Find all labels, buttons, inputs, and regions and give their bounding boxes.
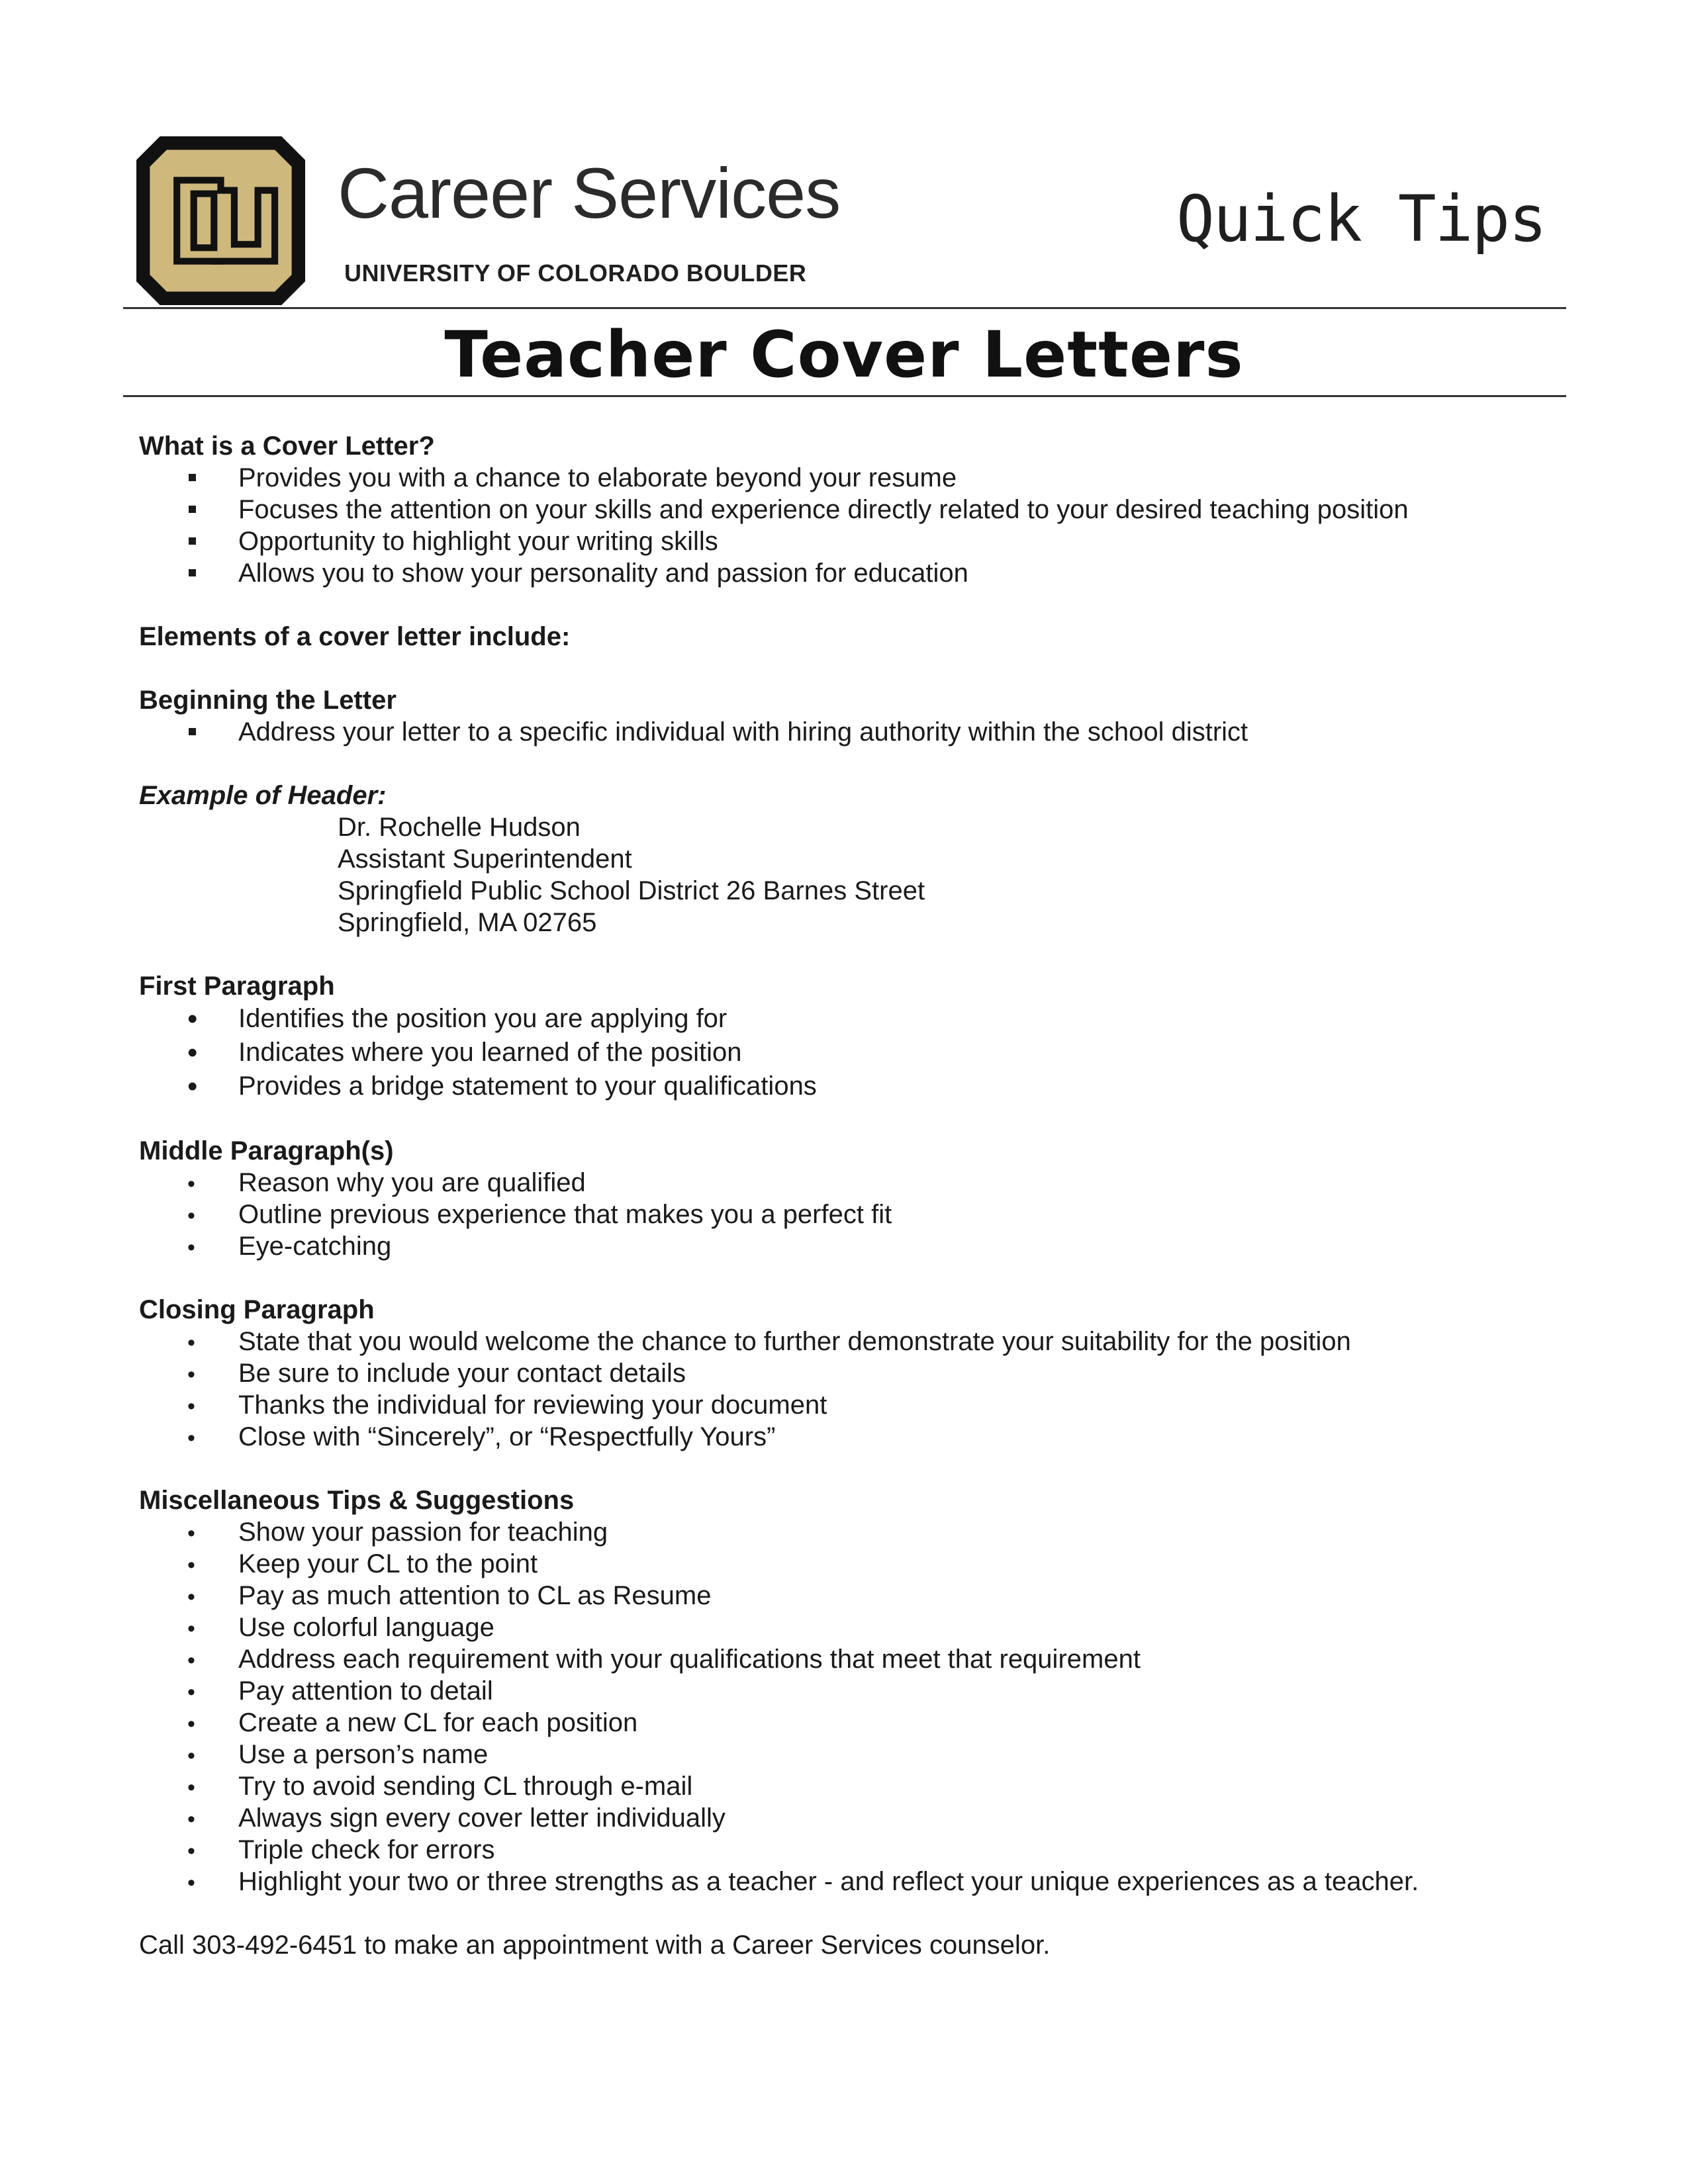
square-bullet-icon (189, 462, 215, 494)
square-bullet-icon (189, 525, 215, 557)
list-item: • Triple check for errors (139, 1834, 1562, 1866)
section-heading-middle-paragraph: Middle Paragraph(s) (139, 1136, 394, 1165)
list-item: • Highlight your two or three strengths as a teacher - and reflect your unique experiences as a teacher. (139, 1866, 1562, 1897)
address-line: Springfield, MA 02765 (338, 908, 597, 937)
address-line: Assistant Superintendent (338, 844, 632, 874)
list-item: • Use a person’s name (139, 1739, 1562, 1770)
bullet-icon (189, 1199, 215, 1232)
bullet-icon (189, 1069, 215, 1105)
bullet-icon (189, 1802, 215, 1835)
bullet-icon (189, 1675, 215, 1708)
cu-logo-icon (136, 136, 305, 305)
brand-name: Career Services (338, 153, 841, 233)
middle-paragraph-list (139, 1167, 1562, 1262)
bullet-icon (189, 1357, 215, 1390)
bullet-icon (189, 1516, 215, 1549)
document-body (139, 430, 1562, 1961)
section-heading-misc: Miscellaneous Tips & Suggestions (139, 1486, 575, 1515)
bullet-icon (189, 1866, 215, 1899)
list-item: Address your letter to a specific individual with hiring authority within the school district (139, 716, 1562, 748)
list-item: • Create a new CL for each position (139, 1707, 1562, 1739)
address-line: Springfield Public School District 26 Barnes Street (338, 876, 925, 905)
bullet-icon (189, 1612, 215, 1645)
bullet-icon (189, 1326, 215, 1359)
address-line: Dr. Rochelle Hudson (338, 813, 581, 842)
bullet-icon (189, 1580, 215, 1613)
example-address (139, 811, 1562, 938)
bullet-icon (189, 1002, 215, 1037)
list-item: • Always sign every cover letter individually (139, 1802, 1562, 1834)
list-item: • Outline previous experience that makes you a perfect fit (139, 1199, 1562, 1230)
section-heading-elements: Elements of a cover letter include: (139, 622, 571, 651)
list-item: • Address each requirement with your qualifications that meet that requirement (139, 1643, 1562, 1675)
bullet-icon (189, 1548, 215, 1581)
bullet-icon (189, 1167, 215, 1200)
square-bullet-icon (189, 716, 215, 748)
first-paragraph-list (139, 1002, 1562, 1103)
square-bullet-icon (189, 494, 215, 525)
bullet-icon (189, 1230, 215, 1263)
list-item: • Try to avoid sending CL through e-mail (139, 1770, 1562, 1802)
bullet-icon (189, 1643, 215, 1676)
footer-call-to-action: Call 303-492-6451 to make an appointment with a Career Services counselor. (139, 1931, 1051, 1960)
section-heading-what-is: What is a Cover Letter? (139, 432, 435, 461)
list-item: • Pay attention to detail (139, 1675, 1562, 1707)
list-item: • Pay as much attention to CL as Resume (139, 1580, 1562, 1612)
quick-tips-label: Quick Tips (1176, 182, 1546, 256)
list-item: Opportunity to highlight your writing skills (139, 525, 1562, 557)
list-item: Allows you to show your personality and passion for education (139, 557, 1562, 589)
misc-tips-list (139, 1516, 1562, 1897)
list-item: • Identifies the position you are applying for (139, 1002, 1562, 1036)
section-heading-beginning: Beginning the Letter (139, 686, 397, 715)
bullet-icon (189, 1421, 215, 1454)
list-item: • Use colorful language (139, 1612, 1562, 1643)
list-item: Focuses the attention on your skills and experience directly related to your desired teaching position (139, 494, 1562, 525)
list-item: • Reason why you are qualified (139, 1167, 1562, 1199)
list-item: • Indicates where you learned of the position (139, 1036, 1562, 1069)
section-heading-first-paragraph: First Paragraph (139, 972, 335, 1001)
beginning-list (139, 716, 1562, 748)
bullet-icon (189, 1389, 215, 1422)
closing-paragraph-list (139, 1326, 1562, 1453)
what-is-list (139, 462, 1562, 589)
bullet-icon (189, 1770, 215, 1803)
bullet-icon (189, 1036, 215, 1071)
list-item: • State that you would welcome the chance to further demonstrate your suitability for the position (139, 1326, 1562, 1357)
bullet-icon (189, 1834, 215, 1867)
list-item: Provides you with a chance to elaborate beyond your resume (139, 462, 1562, 494)
section-heading-closing-paragraph: Closing Paragraph (139, 1295, 375, 1324)
list-item: • Eye-catching (139, 1230, 1562, 1262)
bullet-icon (189, 1739, 215, 1772)
list-item: • Provides a bridge statement to your qualifications (139, 1069, 1562, 1103)
list-item: • Be sure to include your contact details (139, 1357, 1562, 1389)
brand-subtitle: UNIVERSITY OF COLORADO BOULDER (344, 259, 807, 287)
section-heading-example-header: Example of Header: (139, 781, 387, 810)
bottom-divider (123, 395, 1566, 397)
page-title: Teacher Cover Letters (444, 318, 1244, 392)
bullet-icon (189, 1707, 215, 1740)
list-item: • Keep your CL to the point (139, 1548, 1562, 1580)
square-bullet-icon (189, 557, 215, 589)
list-item: • Thanks the individual for reviewing your document (139, 1389, 1562, 1421)
top-divider (123, 307, 1566, 309)
list-item: • Close with “Sincerely”, or “Respectfully Yours” (139, 1421, 1562, 1453)
list-item: • Show your passion for teaching (139, 1516, 1562, 1548)
